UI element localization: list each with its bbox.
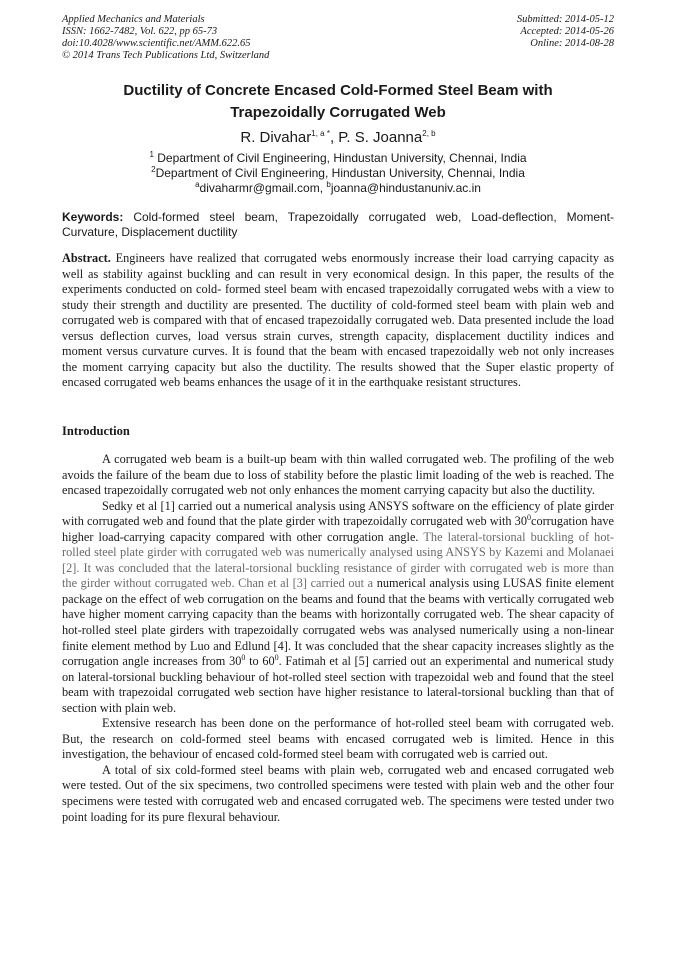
intro-p2-degree-1: 0 [526, 513, 531, 523]
intro-p2-grey-text: The lateral-torsional buckling of hot-rolled steel plate girder with corrugated web was numerically analysed using ANSYS by Kazemi and Molanaei [2]. It was concluded that the lateral-torsional buckling resistance of girder with corrugated web is more than the girder without corrugated web. Chan et al [3] carried out a [62, 529, 614, 591]
affiliation-2 [62, 166, 614, 181]
intro-paragraph-4: A total of six cold-formed steel beams with plain web, corrugated web and encased corrugated web were tested. Out of the six specimens, two controlled specimens were tested with plain web and the other four specimens were tested with corrugated web and encased corrugated web. The specimens were tested under two point loading for its pure flexural behaviour. [62, 762, 614, 824]
intro-paragraph-1: A corrugated web beam is a built-up beam with thin walled corrugated web. The profiling of the web avoids the failure of the beam due to loss of stability before the plastic limit loading of the web is reached. The encased trapezoidally corrugated web not only enhances the moment carrying capacity but also the ductility. [62, 452, 614, 498]
author-line [62, 128, 614, 148]
intro-p2-degree-3: 0 [274, 653, 279, 663]
affiliation-1 [62, 151, 614, 166]
author-separator: , [329, 129, 339, 146]
online-date: Online: 2014-08-28 [530, 38, 614, 49]
intro-paragraph-3: Extensive research has been done on the performance of hot-rolled steel beam with corrugated web. But, the research on cold-formed steel beams with encased corrugated web is limited. Hence in this investigation, the behaviour of encased cold-formed steel beam with corrugated web is carried out. [62, 716, 614, 762]
author-2-marker: 2, b [422, 129, 436, 138]
journal-issn: ISSN: 1662-7482, Vol. 622, pp 65-73 [62, 26, 218, 37]
intro-p2-text-e: . Fatimah et al [5] carried out an experimental and numerical study on lateral-torsional buckling behaviour of hot-rolled steel section with trapezoidal web and found that the steel beam with trapezoidal corrugated web section have higher resistance to lateral-torsional buckling than that of section with plain web. [62, 654, 614, 715]
email-b-marker: b [326, 180, 331, 189]
author-emails [62, 181, 614, 196]
author-2: P. S. Joanna [338, 129, 423, 146]
title-line-2: Trapezoidally Corrugated Web [230, 104, 446, 121]
title-line-1: Ductility of Concrete Encased Cold-Formed Steel Beam with [123, 82, 553, 99]
intro-p2-degree-2: 0 [241, 653, 246, 663]
intro-p2-text-a: Sedky et al [1] carried out a numerical analysis using ANSYS software on the efficiency of plate girder with corrugated web and found that the plate girder with trapezoidally corrugated web with 30 [62, 498, 614, 529]
introduction-body [62, 452, 614, 825]
journal-name: Applied Mechanics and Materials [62, 14, 205, 25]
author-1-marker: 1, a * [311, 129, 330, 138]
keywords-text: Cold-formed steel beam, Trapezoidally corrugated web, Load-deflection, Moment-Curvature, Displacement ductility [62, 210, 614, 239]
author-1: R. Divahar [240, 129, 312, 146]
affiliation-2-text: Department of Civil Engineering, Hindustan University, Chennai, India [155, 166, 525, 180]
accepted-date: Accepted: 2014-05-26 [520, 26, 614, 37]
email-b: joanna@hindustanuniv.ac.in [330, 181, 481, 195]
journal-copyright: © 2014 Trans Tech Publications Ltd, Switzerland [62, 50, 270, 61]
keywords-label: Keywords: [62, 210, 124, 224]
dates-header [517, 14, 614, 50]
email-a: divaharmr@gmail.com, [199, 181, 327, 195]
affiliation-1-text: Department of Civil Engineering, Hindustan University, Chennai, India [153, 151, 527, 165]
paper-title [62, 80, 614, 124]
intro-p2-text-d: to 60 [245, 654, 275, 669]
submitted-date: Submitted: 2014-05-12 [516, 14, 614, 25]
affiliation-1-marker: 1 [149, 150, 154, 159]
email-a-marker: a [195, 180, 200, 189]
keywords-paragraph [62, 210, 614, 240]
intro-paragraph-2 [62, 499, 614, 717]
introduction-heading: Introduction [62, 424, 130, 438]
intro-p2-text-b: corrugation have higher load-carrying capacity compared with other corrugation angle. [62, 514, 614, 544]
abstract-label: Abstract. [62, 251, 111, 265]
journal-header [62, 14, 269, 62]
abstract-text: Engineers have realized that corrugated webs enormously increase their load carrying capacity as well as stability against buckling and can result in very economical design. In this paper, the results of the experiments conducted on cold- formed steel beam with encased trapezoidally corrugated webs with a view to study their strength and ductility are presented. The ductility of cold-formed steel beam with plain web and corrugated web is compared with that of encased trapezoidally corrugated web. Data presented include the load versus deflection curves, load versus strain curves, strength capacity, displacement ductility indices and moment versus curvature curves. It is found that the beam with encased trapezoidally web not only increases the moment carrying capacity but also the ductility. The results showed that the Super elastic property of encased corrugated web beams enhances the usage of it in the earthquake resistant structures. [62, 251, 614, 389]
abstract-paragraph [62, 251, 614, 391]
journal-doi: doi:10.4028/www.scientific.net/AMM.622.65 [62, 38, 251, 49]
affiliation-2-marker: 2 [151, 165, 156, 174]
intro-p2-text-c: numerical analysis using LUSAS finite element package on the effect of web corrugation on the beams and found that the beams with vertically corrugated web have higher moment carrying capacity than the beams with horizontally corrugated web. The shear capacity of hot-rolled steel plate girders with trapezoidally corrugated webs was analysed numerically using a non-linear finite element method by Luo and Edlund [4]. It was concluded that the shear capacity increases slightly as the corrugation angle increases from 30 [62, 576, 614, 669]
